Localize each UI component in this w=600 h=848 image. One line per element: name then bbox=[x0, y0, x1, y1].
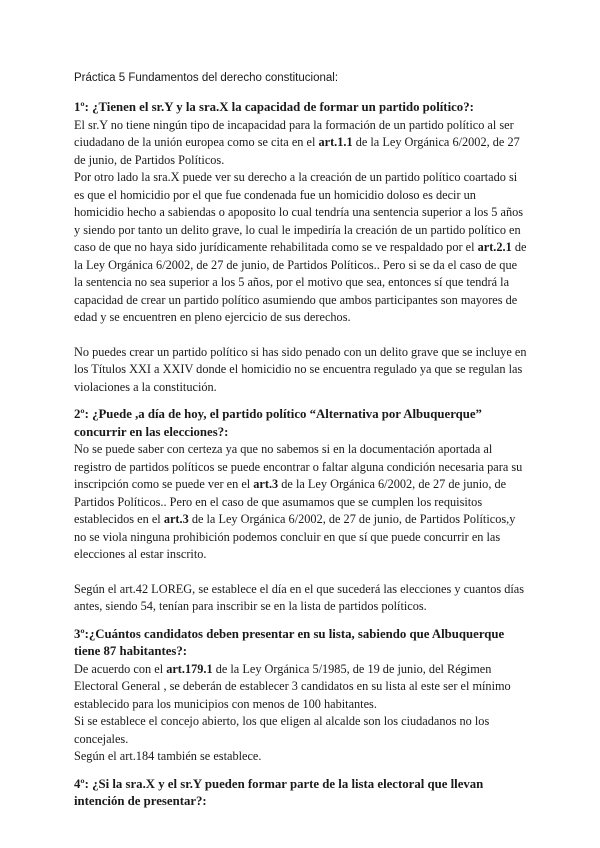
text-run: de la Ley Orgánica 6/2002, de 27 de junio, de Partidos Políticos.. Pero en el caso de que asumamos que se cumplen los requisitos establecidos en el bbox=[74, 477, 507, 526]
text-run: El sr.Y no tiene ningún tipo de incapacidad para la formación de un partido político al ser ciudadano de la unión europea como se cita en el bbox=[74, 117, 514, 149]
question-4-title: 4º: ¿Si la sra.X y el sr.Y pueden formar parte de la lista electoral que llevan intención de presentar?: bbox=[74, 776, 484, 808]
article-reference: art.179.1 bbox=[166, 661, 213, 676]
question-2-section bbox=[74, 406, 528, 616]
text-run: Por otro lado la sra.X puede ver su derecho a la creación de un partido político coartado si es que el homicidio por el que fue condenada fue un homicidio doloso es decir un homicidio hecho a sabiendas o apoposito lo cual tendría una sentencia superior a los 5 años y siendo por tanto un delito grave, lo cual le impediría la creación de un partido político en caso de que no haya sido jurídicamente rehabilitada como se ve respaldado por el bbox=[74, 170, 524, 254]
article-reference: art.3 bbox=[253, 477, 279, 491]
question-4-section bbox=[74, 776, 528, 811]
article-reference: art.3 bbox=[163, 512, 189, 526]
document-title: Práctica 5 Fundamentos del derecho constitucional: bbox=[74, 72, 339, 84]
text-run: de la Ley Orgánica 6/2002, de 27 de junio, de Partidos Políticos.. Pero si se da el caso de que la sentencia no sea superior a los 5 años, por el motivo que sea, entonces sí que tendrá la capacidad de crear un partido político asumiendo que ambos participantes son mayores de edad y se encuentren en pleno ejercicio de sus derechos. bbox=[74, 240, 527, 324]
article-reference: art.2.1 bbox=[477, 240, 512, 254]
question-3-section bbox=[74, 626, 528, 766]
text-run: de la Ley Orgánica 6/2002, de 27 de junio, de Partidos Políticos,y no se viola ninguna prohibición podemos concluir en que sí que puede concurrir en las elecciones al estar inscrito. bbox=[74, 512, 516, 561]
question-1-paragraph-2 bbox=[74, 169, 528, 327]
text-run: No se puede saber con certeza ya que no sabemos si en la documentación aportada al registro de partidos políticos se puede encontrar o faltar alguna condición necesaria para su inscripción como se puede ver en el bbox=[74, 442, 523, 491]
text-run: de la Ley Orgánica 5/1985, de 19 de junio, del Régimen Electoral General , se deberán de establecer 3 candidatos en su lista al este ser el mínimo establecido para los municipios con menos de 100 habitantes. bbox=[74, 661, 511, 711]
question-1-title: 1º: ¿Tienen el sr.Y y la sra.X la capacidad de formar un partido político?: bbox=[74, 100, 474, 114]
question-2-title: 2º: ¿Puede ,a día de hoy, el partido político “Alternativa por Albuquerque” concurrir en las elecciones?: bbox=[74, 407, 482, 439]
text-run: de la Ley Orgánica 6/2002, de 27 de junio, de Partidos Políticos. bbox=[74, 135, 520, 167]
question-3-paragraph-2: Si se establece el concejo abierto, los que eligen al alcalde son los ciudadanos no los concejales. bbox=[74, 714, 490, 746]
article-reference: art.1.1 bbox=[318, 135, 353, 149]
question-3-paragraph-3: Según el art.184 también se establece. bbox=[74, 749, 262, 763]
question-1-section bbox=[74, 99, 528, 396]
question-1-paragraph-3: No puedes crear un partido político si has sido penado con un delito grave que se incluye en los Títulos XXI a XXIV donde el homicidio no se encuentra regulado ya que se regulan las violaciones a la constitución. bbox=[74, 344, 527, 394]
question-3-paragraph-1 bbox=[74, 661, 528, 714]
question-2-paragraph-2: Según el art.42 LOREG, se establece el día en el que sucederá las elecciones y cuantos días antes, siendo 54, tenían para inscribir se en la lista de partidos políticos. bbox=[74, 581, 525, 613]
question-3-title: 3º:¿Cuántos candidatos deben presentar en su lista, sabiendo que Albuquerque tiene 87 habitantes?: bbox=[74, 626, 505, 658]
question-1-paragraph-1 bbox=[74, 117, 528, 170]
question-2-paragraph-1 bbox=[74, 441, 528, 564]
text-run: De acuerdo con el bbox=[74, 661, 167, 676]
